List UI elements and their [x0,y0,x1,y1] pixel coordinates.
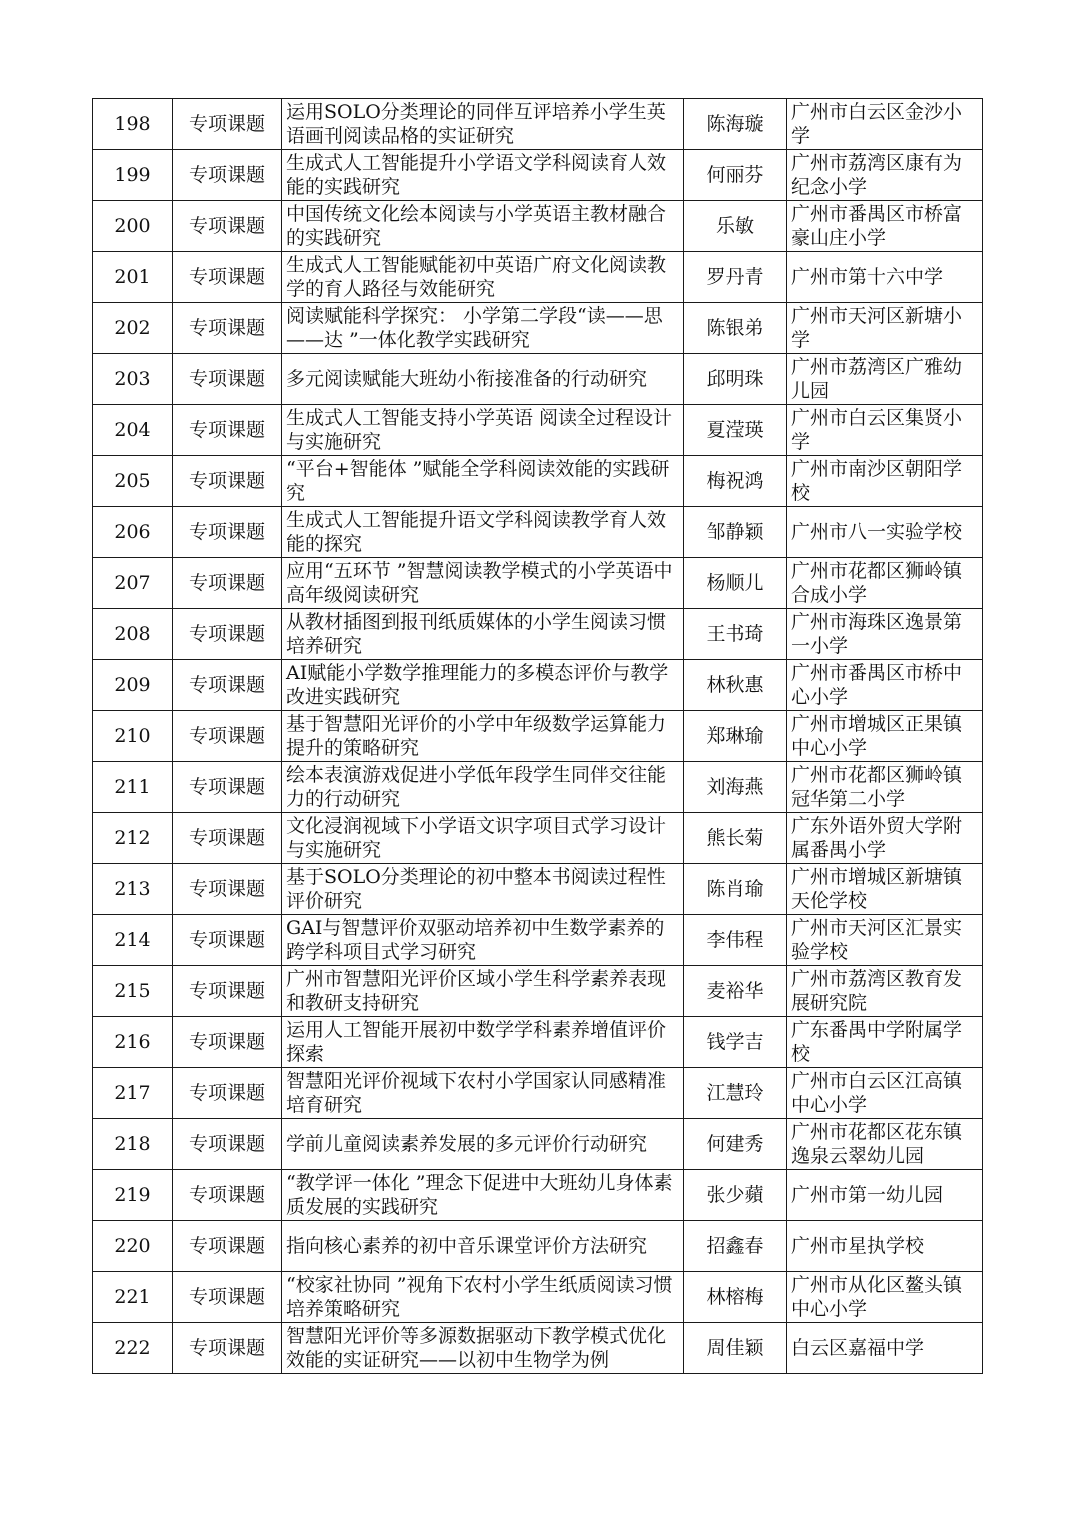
project-type-cell: 专项课题 [173,1068,282,1119]
row-number-cell: 200 [93,201,173,252]
table-row [93,813,983,864]
project-title-cell: 生成式人工智能支持小学英语 阅读全过程设计与实施研究 [282,405,684,456]
unit-name-cell: 广州市增城区正果镇中心小学 [787,711,983,762]
project-title-cell: 生成式人工智能赋能初中英语广府文化阅读教学的育人路径与效能研究 [282,252,684,303]
leader-name-cell: 李伟程 [684,915,787,966]
row-number-cell: 209 [93,660,173,711]
row-number-cell: 198 [93,99,173,150]
unit-name-cell: 广州市花都区狮岭镇合成小学 [787,558,983,609]
project-title-cell: 运用SOLO分类理论的同伴互评培养小学生英语画刊阅读品格的实证研究 [282,99,684,150]
row-number-cell: 217 [93,1068,173,1119]
table-row [93,558,983,609]
project-type-cell: 专项课题 [173,507,282,558]
leader-name-cell: 郑琳瑜 [684,711,787,762]
unit-name-cell: 广州市花都区狮岭镇冠华第二小学 [787,762,983,813]
table-row [93,915,983,966]
row-number-cell: 205 [93,456,173,507]
leader-name-cell: 何建秀 [684,1119,787,1170]
unit-name-cell: 广州市天河区新塘小学 [787,303,983,354]
unit-name-cell: 广州市荔湾区教育发展研究院 [787,966,983,1017]
project-type-cell: 专项课题 [173,303,282,354]
unit-name-cell: 广州市白云区金沙小学 [787,99,983,150]
leader-name-cell: 钱学吉 [684,1017,787,1068]
project-title-cell: 智慧阳光评价视域下农村小学国家认同感精准培育研究 [282,1068,684,1119]
project-title-cell: 学前儿童阅读素养发展的多元评价行动研究 [282,1119,684,1170]
project-title-cell: 广州市智慧阳光评价区域小学生科学素养表现和教研支持研究 [282,966,684,1017]
project-title-cell: 基于SOLO分类理论的初中整本书阅读过程性评价研究 [282,864,684,915]
leader-name-cell: 张少蘋 [684,1170,787,1221]
unit-name-cell: 广州市番禺区市桥中心小学 [787,660,983,711]
unit-name-cell: 广州市荔湾区康有为纪念小学 [787,150,983,201]
project-type-cell: 专项课题 [173,99,282,150]
project-type-cell: 专项课题 [173,456,282,507]
table-row [93,252,983,303]
row-number-cell: 220 [93,1221,173,1272]
table-row [93,456,983,507]
row-number-cell: 203 [93,354,173,405]
row-number-cell: 204 [93,405,173,456]
project-type-cell: 专项课题 [173,864,282,915]
unit-name-cell: 广州市第一幼儿园 [787,1170,983,1221]
table-row [93,1221,983,1272]
leader-name-cell: 招鑫春 [684,1221,787,1272]
project-title-cell: 多元阅读赋能大班幼小衔接准备的行动研究 [282,354,684,405]
project-type-cell: 专项课题 [173,660,282,711]
row-number-cell: 213 [93,864,173,915]
table-row [93,405,983,456]
row-number-cell: 199 [93,150,173,201]
table-row [93,966,983,1017]
table-body [93,99,983,1374]
table-row [93,150,983,201]
table-row [93,660,983,711]
row-number-cell: 211 [93,762,173,813]
unit-name-cell: 广州市八一实验学校 [787,507,983,558]
table-row [93,354,983,405]
project-title-cell: 阅读赋能科学探究： 小学第二学段“读——思——达 ”一体化教学实践研究 [282,303,684,354]
unit-name-cell: 广东番禺中学附属学校 [787,1017,983,1068]
row-number-cell: 222 [93,1323,173,1374]
leader-name-cell: 陈海璇 [684,99,787,150]
table-row [93,1323,983,1374]
project-type-cell: 专项课题 [173,354,282,405]
row-number-cell: 207 [93,558,173,609]
leader-name-cell: 王书琦 [684,609,787,660]
row-number-cell: 221 [93,1272,173,1323]
table-row [93,762,983,813]
row-number-cell: 216 [93,1017,173,1068]
table-row [93,609,983,660]
unit-name-cell: 广州市番禺区市桥富豪山庄小学 [787,201,983,252]
project-type-cell: 专项课题 [173,1017,282,1068]
project-title-cell: 中国传统文化绘本阅读与小学英语主教材融合的实践研究 [282,201,684,252]
unit-name-cell: 广州市增城区新塘镇天伦学校 [787,864,983,915]
project-title-cell: 生成式人工智能提升小学语文学科阅读育人效能的实践研究 [282,150,684,201]
project-type-cell: 专项课题 [173,201,282,252]
leader-name-cell: 邹静颖 [684,507,787,558]
leader-name-cell: 乐敏 [684,201,787,252]
unit-name-cell: 广州市白云区集贤小学 [787,405,983,456]
project-type-cell: 专项课题 [173,813,282,864]
table-row [93,303,983,354]
unit-name-cell: 广东外语外贸大学附属番禺小学 [787,813,983,864]
leader-name-cell: 熊长菊 [684,813,787,864]
table-row [93,711,983,762]
leader-name-cell: 麦裕华 [684,966,787,1017]
leader-name-cell: 周佳颖 [684,1323,787,1374]
table-row [93,1272,983,1323]
row-number-cell: 218 [93,1119,173,1170]
unit-name-cell: 广州市从化区鳌头镇中心小学 [787,1272,983,1323]
project-title-cell: 指向核心素养的初中音乐课堂评价方法研究 [282,1221,684,1272]
project-type-cell: 专项课题 [173,1170,282,1221]
table-row [93,1119,983,1170]
row-number-cell: 202 [93,303,173,354]
leader-name-cell: 刘海燕 [684,762,787,813]
project-title-cell: 基于智慧阳光评价的小学中年级数学运算能力提升的策略研究 [282,711,684,762]
project-title-cell: AI赋能小学数学推理能力的多模态评价与教学改进实践研究 [282,660,684,711]
leader-name-cell: 夏滢瑛 [684,405,787,456]
table-row [93,99,983,150]
leader-name-cell: 罗丹青 [684,252,787,303]
leader-name-cell: 陈肖瑜 [684,864,787,915]
unit-name-cell: 广州市第十六中学 [787,252,983,303]
project-type-cell: 专项课题 [173,405,282,456]
project-title-cell: GAI与智慧评价双驱动培养初中生数学素养的跨学科项目式学习研究 [282,915,684,966]
project-title-cell: 生成式人工智能提升语文学科阅读教学育人效能的探究 [282,507,684,558]
row-number-cell: 210 [93,711,173,762]
project-type-cell: 专项课题 [173,1323,282,1374]
unit-name-cell: 广州市花都区花东镇逸泉云翠幼儿园 [787,1119,983,1170]
project-type-cell: 专项课题 [173,150,282,201]
row-number-cell: 215 [93,966,173,1017]
project-title-cell: “校家社协同 ”视角下农村小学生纸质阅读习惯培养策略研究 [282,1272,684,1323]
project-type-cell: 专项课题 [173,558,282,609]
unit-name-cell: 广州市星执学校 [787,1221,983,1272]
table-row [93,1068,983,1119]
row-number-cell: 219 [93,1170,173,1221]
leader-name-cell: 江慧玲 [684,1068,787,1119]
table-row [93,507,983,558]
row-number-cell: 201 [93,252,173,303]
table-row [93,1017,983,1068]
unit-name-cell: 广州市白云区江高镇中心小学 [787,1068,983,1119]
project-title-cell: 绘本表演游戏促进小学低年段学生同伴交往能力的行动研究 [282,762,684,813]
project-title-cell: 从教材插图到报刊纸质媒体的小学生阅读习惯培养研究 [282,609,684,660]
project-title-cell: 运用人工智能开展初中数学学科素养增值评价探索 [282,1017,684,1068]
leader-name-cell: 林秋惠 [684,660,787,711]
project-title-cell: “平台+智能体 ”赋能全学科阅读效能的实践研究 [282,456,684,507]
row-number-cell: 214 [93,915,173,966]
project-title-cell: 应用“五环节 ”智慧阅读教学模式的小学英语中高年级阅读研究 [282,558,684,609]
project-type-cell: 专项课题 [173,1272,282,1323]
project-type-cell: 专项课题 [173,252,282,303]
row-number-cell: 208 [93,609,173,660]
project-type-cell: 专项课题 [173,1221,282,1272]
table-row [93,201,983,252]
row-number-cell: 212 [93,813,173,864]
table-row [93,864,983,915]
unit-name-cell: 广州市海珠区逸景第一小学 [787,609,983,660]
project-type-cell: 专项课题 [173,915,282,966]
project-title-cell: 文化浸润视域下小学语文识字项目式学习设计与实施研究 [282,813,684,864]
project-title-cell: “教学评一体化 ”理念下促进中大班幼儿身体素质发展的实践研究 [282,1170,684,1221]
leader-name-cell: 何丽芬 [684,150,787,201]
project-table [92,98,983,1374]
project-title-cell: 智慧阳光评价等多源数据驱动下教学模式优化效能的实证研究——以初中生物学为例 [282,1323,684,1374]
project-type-cell: 专项课题 [173,762,282,813]
leader-name-cell: 梅祝鸿 [684,456,787,507]
unit-name-cell: 白云区嘉福中学 [787,1323,983,1374]
project-type-cell: 专项课题 [173,1119,282,1170]
leader-name-cell: 陈银弟 [684,303,787,354]
leader-name-cell: 邱明珠 [684,354,787,405]
project-type-cell: 专项课题 [173,609,282,660]
unit-name-cell: 广州市天河区汇景实验学校 [787,915,983,966]
table-row [93,1170,983,1221]
row-number-cell: 206 [93,507,173,558]
leader-name-cell: 林榕梅 [684,1272,787,1323]
unit-name-cell: 广州市南沙区朝阳学校 [787,456,983,507]
project-type-cell: 专项课题 [173,711,282,762]
unit-name-cell: 广州市荔湾区广雅幼儿园 [787,354,983,405]
leader-name-cell: 杨顺儿 [684,558,787,609]
project-type-cell: 专项课题 [173,966,282,1017]
